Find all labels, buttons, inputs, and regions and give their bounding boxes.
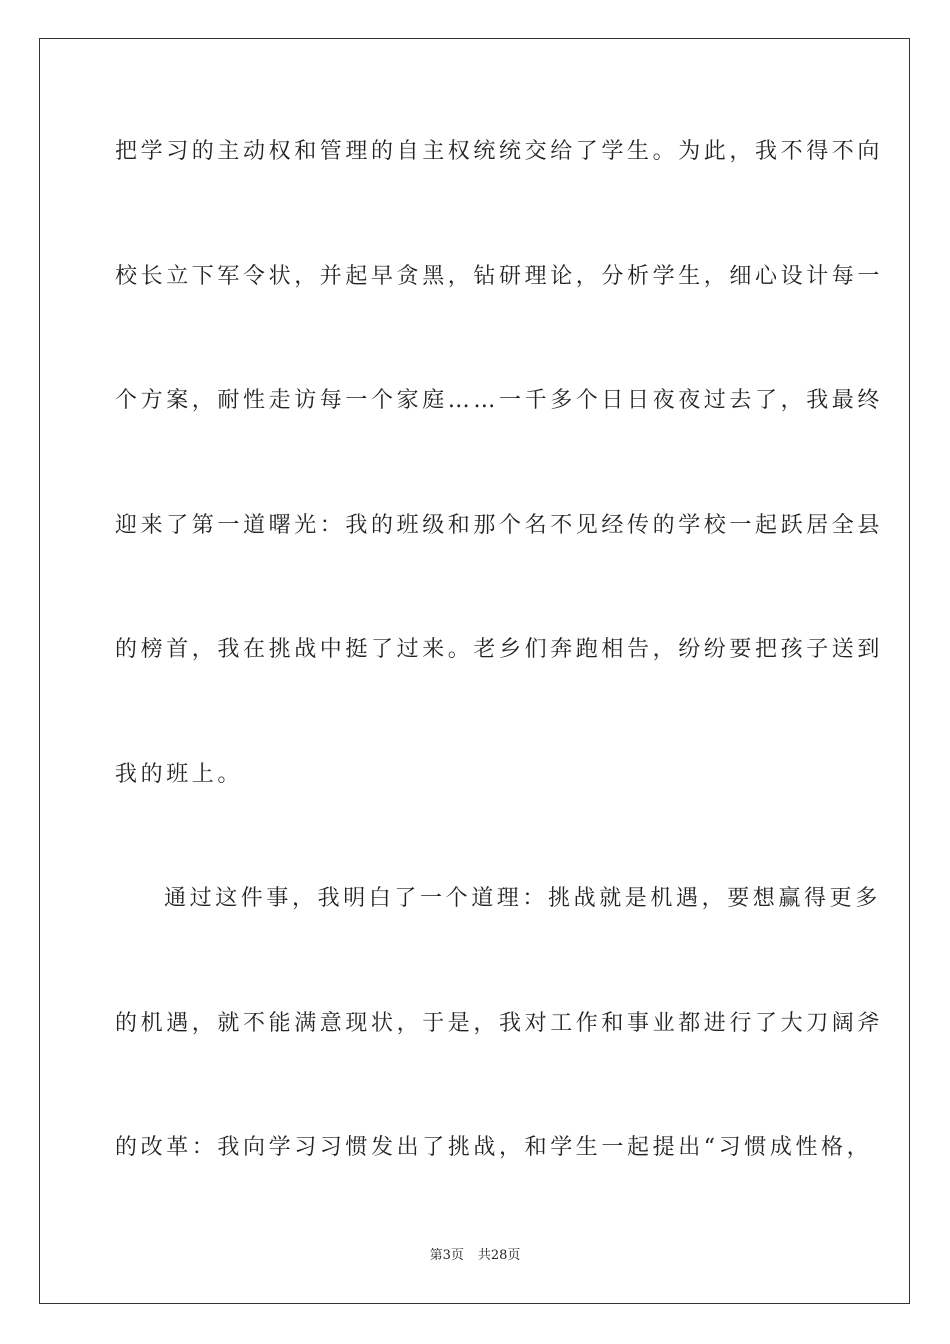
text-line-7: 通过这件事，我明白了一个道理：挑战就是机遇，要想赢得更多 (164, 886, 881, 911)
text-line-2: 校长立下军令状，并起早贪黑，钻研理论，分析学生，细心设计每一 (115, 264, 884, 289)
text-line-1: 把学习的主动权和管理的自主权统统交给了学生。为此，我不得不向 (115, 139, 884, 164)
page-border (39, 38, 910, 1304)
page-number: 第3页 (429, 1248, 464, 1263)
page-footer (0, 1247, 950, 1265)
text-line-4: 迎来了第一道曙光：我的班级和那个名不见经传的学校一起跃居全县 (115, 513, 884, 538)
text-line-5: 的榜首，我在挑战中挺了过来。老乡们奔跑相告，纷纷要把孩子送到 (115, 637, 884, 662)
text-line-6: 我的班上。 (115, 762, 244, 787)
page-total: 共28页 (477, 1248, 521, 1263)
text-line-8: 的机遇，就不能满意现状，于是，我对工作和事业都进行了大刀阔斧 (115, 1011, 884, 1036)
text-line-9: 的改革：我向学习习惯发出了挑战，和学生一起提出“习惯成性格， (115, 1135, 873, 1160)
text-line-3: 个方案，耐性走访每一个家庭……一千多个日日夜夜过去了，我最终 (115, 388, 884, 413)
